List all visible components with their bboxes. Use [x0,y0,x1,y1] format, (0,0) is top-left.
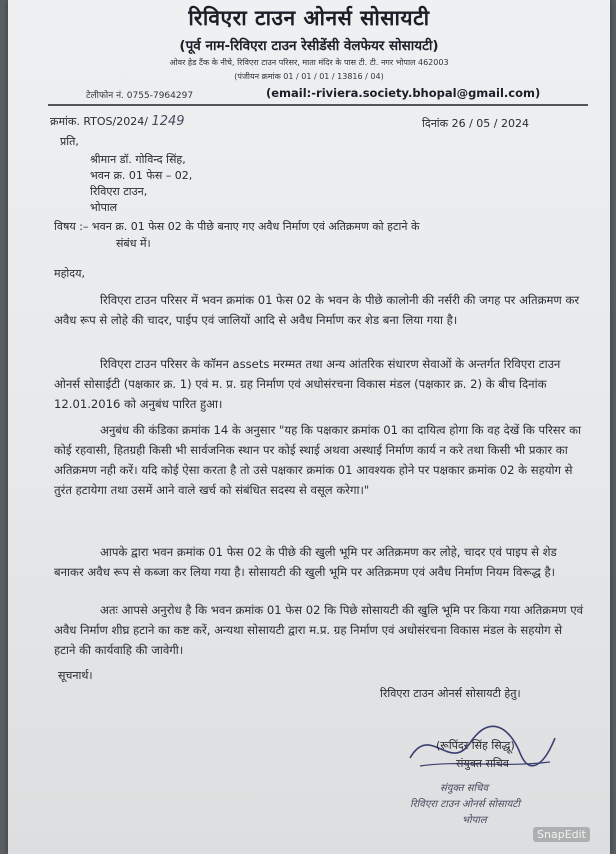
letterhead-email: (email:-riviera.society.bhopal@gmail.com) [266,86,541,100]
snapedit-watermark: SnapEdit [533,827,590,842]
reference-number-handwritten: 1249 [151,114,185,129]
body-paragraph-2: रिविएरा टाउन परिसर के कॉमन assets मरम्मत तथा अन्य आंतरिक संधारण सेवाओं के अन्तर्गत रिविएरा टाउन ओनर्स सोसाईटी (पक्षकार क्र. 1) एवं म. प्र. ग्रह निर्माण एवं अधोसंरचना विकास मंडल (पक्षकार क्र. 2) के बीच दिनांक 12.01.2016 को अनुबंध पारित हुआ। [54,357,561,411]
body-paragraph-4: आपके द्वारा भवन क्रमांक 01 फेस 02 के पीछे की खुली भूमि पर अतिक्रमण कर लोहे, चादर एवं पाइप से शेड बनाकर अवैध रूप से कब्जा कर लिया गया है। सोसायटी की खुली भूमि पर अतिक्रमण एवं अवैध निर्माण नियम विरूद्ध है। [54,545,557,579]
letterhead-title: रिविएरा टाउन ओनर्स सोसायटी [188,6,430,30]
recipient-building: भवन क्र. 01 फेस – 02, [90,169,193,182]
stamp-line-2: रिविएरा टाउन ओनर्स सोसायटी [410,799,520,810]
letterhead-subtitle: (पूर्व नाम-रिविएरा टाउन रेसीडेंसी वेलफेयर सोसायटी) [179,38,439,54]
reference-number [50,114,185,129]
letterhead-address: ओवर हेड टैंक के नीचे, रिविएरा टाउन परिसर, माता मंदिर के पास टी. टी. नगर भोपाल 462003 [169,58,449,67]
stamp-line-3: भोपाल [462,815,487,826]
recipient-city: भोपाल [90,201,118,214]
signature-org-line: रिविएरा टाउन ओनर्स सोसायटी हेतु। [380,687,521,700]
recipient-locality: रिविएरा टाउन, [90,185,148,198]
letterhead-registration: (पंजीयन क्रमांक 01 / 01 / 01 / 13816 / 04) [234,72,384,81]
letterhead-telephone: टेलीफोन नं. 0755-7964297 [86,91,194,101]
stamp-line-1: संयुक्त सचिव [440,783,489,794]
subject-line-1: विषय :– भवन क्र. 01 फेस 02 के पीछे बनाए गए अवैध निर्माण एवं अतिक्रमण को हटाने के [54,220,420,233]
signatory-name: (रूपिंदर सिंह सिद्धू) [436,739,515,752]
salutation: महोदय, [54,267,85,280]
recipient-name: श्रीमान डॉ. गोविन्द सिंह, [90,153,186,166]
body-paragraph-3: अनुबंध की कंडिका क्रमांक 14 के अनुसार "यह कि पक्षकार क्रमांक 01 का दायित्व होगा कि वह देखें कि परिसर का कोई रहवासी, हितग्रही किसी भी सार्वजनिक स्थान पर कोई स्थाई अथवा अस्थाई निर्माण कार्य न करे तथा किसी भी प्रकार का अतिक्रमण नही करें। यदि कोई ऐसा करता है तो उसे पक्षकार क्रमांक 01 आवश्यक होने पर पक्षकार क्रमांक 02 के सहयोग से तुरंत हटायेगा तथा उसमें आने वाले खर्च को संबंधित सदस्य से वसूल करेगा।" [54,423,581,497]
subject-line-2: संबंध में। [116,237,151,250]
signatory-designation: संयुक्त सचिव [456,757,509,770]
reference-number-label: क्रमांक. RTOS/2024/ [50,115,148,128]
body-paragraph-1: रिविएरा टाउन परिसर में भवन क्रमांक 01 फेस 02 के भवन के पीछे कालोनी की नर्सरी की जगह पर अतिक्रमण कर अवैध रूप से लोहे की चादर, पाईप एवं जालियों आदि से अवैध निर्माण कर शेड बना लिया गया है। [54,293,580,327]
letterhead-divider [48,104,588,106]
letter-page [8,0,610,854]
recipient-prati: प्रति, [60,135,79,148]
closing-line: सूचनार्थ। [58,669,93,682]
letter-date: दिनांक 26 / 05 / 2024 [422,117,529,130]
body-paragraph-5: अतः आपसे अनुरोध है कि भवन क्रमांक 01 फेस 02 कि पिछे सोसायटी की खुलि भूमि पर किया गया अतिक्रमण एवं अवैध निर्माण शीघ्र हटाने का कष्ट करें, अन्यथा सोसायटी द्वारा म.प्र. ग्रह निर्माण एवं अधोसंरचना विकास मंडल के सहयोग से हटाने की कार्यवाहि की जावेगी। [54,603,584,657]
